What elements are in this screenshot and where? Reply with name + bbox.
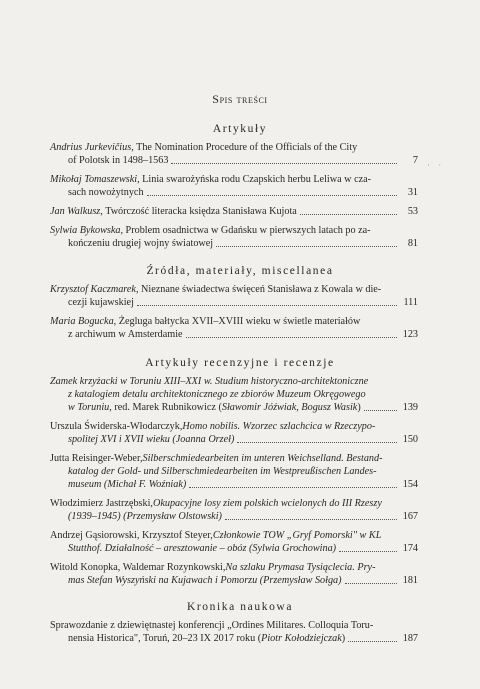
page-number: 181: [402, 575, 418, 586]
dot-leader: [216, 246, 397, 247]
dot-leader: [345, 583, 397, 584]
page-number: 187: [402, 633, 418, 644]
entry-title-cont: (1939–1945) (Przemysław Olstowski): [68, 511, 222, 522]
page-number: 31: [407, 187, 418, 198]
page-number: 154: [402, 479, 418, 490]
dot-leader: [237, 442, 397, 443]
toc-entry[interactable]: [50, 141, 418, 167]
entry-title: , The Nomination Procedure of the Officials of the City: [131, 142, 358, 153]
dot-leader: [186, 337, 397, 338]
entry-editor: , red. Marek Rubnikowicz (: [109, 402, 222, 413]
entry-title: , Twórczość literacka księdza Stanisława Kujota: [100, 206, 297, 217]
toc-entry[interactable]: [50, 561, 418, 587]
entry-title-cont: of Polotsk in 1498–1563: [68, 155, 169, 166]
entry-title: , Nieznane świadectwa święceń Stanisława z Kowala w die-: [135, 284, 382, 295]
dot-leader: [300, 214, 397, 215]
entry-paren: ): [341, 633, 346, 644]
toc-entry[interactable]: [50, 315, 418, 341]
entry-title: Okupacyjne losy ziem polskich wcielonych do III Rzeszy: [152, 498, 382, 509]
dot-leader: [225, 519, 397, 520]
page-number: 53: [407, 206, 418, 217]
entry-author: Andrius Jurkevičius: [50, 142, 132, 153]
section-heading-artykuly: Artykuły: [212, 123, 268, 135]
entry-title: Homo nobilis. Wzorzec szlachcica w Rzeczypo-: [182, 421, 376, 432]
page-number: 150: [402, 434, 418, 445]
entry-title-cont: z archiwum w Amsterdamie: [68, 329, 183, 340]
dot-leader: [339, 551, 397, 552]
entry-author: Krzysztof Kaczmarek: [50, 284, 136, 295]
toc-entry[interactable]: [50, 452, 418, 491]
toc-entry[interactable]: [50, 375, 418, 414]
section-heading-kronika: Kronika naukowa: [186, 601, 294, 613]
entry-author: Andrzej Gąsiorowski, Krzysztof Steyer,: [50, 530, 213, 541]
entry-author: Mikołaj Tomaszewski: [50, 174, 138, 185]
entry-title: , Żegluga bałtycka XVII–XVIII wieku w świetle materiałów: [113, 316, 361, 327]
page-number: 7: [412, 155, 418, 166]
entry-author: Jutta Reisinger-Weber,: [50, 453, 143, 464]
entry-title: , Problem osadnictwa w Gdańsku w pierwszych latach po za-: [120, 225, 371, 236]
entry-reviewer: Piotr Kołodziejczak: [261, 633, 342, 644]
page-title: Spis treści: [212, 92, 268, 106]
entry-title-cont: kończeniu drugiej wojny światowej: [68, 238, 214, 249]
entry-author: Sylwia Bykowska: [50, 225, 121, 236]
entry-author: Witold Konopka, Waldemar Rozynkowski,: [50, 562, 226, 573]
toc-entry[interactable]: [50, 224, 418, 250]
toc-entry[interactable]: [50, 529, 418, 555]
toc-entry[interactable]: [50, 619, 418, 645]
page-number: 167: [402, 511, 418, 522]
entry-title-cont: katalog der Gold- und Silberschmiedearbeiten im Westpreußischen Landes-: [68, 466, 377, 477]
entry-title-cont: sach nowożytnych: [68, 187, 144, 198]
entry-author: Urszula Świderska-Włodarczyk,: [50, 421, 183, 432]
entry-title-cont: w Toruniu: [68, 402, 110, 413]
entry-title-cont: nensia Historica", Toruń, 20–23 IX 2017 roku (: [68, 633, 262, 644]
section-heading-zrodla: Źródła, materiały, miscellanea: [146, 265, 334, 277]
scan-artifact: · ·: [427, 160, 445, 170]
dot-leader: [189, 487, 397, 488]
entry-paren: ): [357, 402, 361, 413]
entry-title-cont: z katalogiem detalu architektonicznego ze zbiorów Muzeum Okręgowego: [68, 389, 366, 400]
entry-title: Sprawozdanie z dziewiętnastej konferencji „Ordines Militares. Colloquia Toru-: [50, 620, 374, 631]
entry-author: Jan Walkusz: [50, 206, 101, 217]
dot-leader: [348, 641, 397, 642]
entry-title: Członkowie TOW „Gryf Pomorski" w KL: [212, 530, 382, 541]
entry-title-cont: museum (Michał F. Woźniak): [68, 479, 187, 490]
entry-title: Zamek krzyżacki w Toruniu XIII–XXI w. Studium historyczno-architektoniczne: [50, 376, 369, 387]
entry-author: Maria Bogucka: [50, 316, 114, 327]
entry-title-cont: Stutthof. Działalność – aresztowanie – obóz (Sylwia Grochowina): [68, 543, 337, 554]
toc-entry[interactable]: [50, 173, 418, 199]
entry-title-cont: cezji kujawskiej: [68, 297, 134, 308]
entry-title-cont: spolitej XVI i XVII wieku (Joanna Orzeł): [68, 434, 235, 445]
toc-entry[interactable]: [50, 420, 418, 446]
section-heading-recenzje: Artykuły recenzyjne i recenzje: [145, 357, 335, 369]
page-number: 123: [402, 329, 418, 340]
dot-leader: [137, 305, 397, 306]
entry-author: Włodzimierz Jastrzębski,: [50, 498, 153, 509]
entry-title-cont: mas Stefan Wyszyński na Kujawach i Pomorzu (Przemysław Sołga): [68, 575, 342, 586]
entry-title: Na szlaku Prymasa Tysiąclecia. Pry-: [225, 562, 376, 573]
page-number: 139: [402, 402, 418, 413]
page-number: 174: [402, 543, 418, 554]
dot-leader: [364, 410, 397, 411]
page-number: 111: [403, 297, 418, 308]
toc-entry[interactable]: [50, 283, 418, 309]
entry-title: Silberschmiedearbeiten im unteren Weichselland. Bestand-: [142, 453, 383, 464]
page-number: 81: [407, 238, 418, 249]
toc-entry[interactable]: [50, 205, 418, 218]
dot-leader: [147, 195, 397, 196]
dot-leader: [171, 163, 397, 164]
toc-entry[interactable]: [50, 497, 418, 523]
entry-reviewer: Sławomir Jóźwiak, Bogusz Wasik: [221, 402, 358, 413]
entry-title: , Linia swarożyńska rodu Czapskich herbu Leliwa w cza-: [137, 174, 372, 185]
